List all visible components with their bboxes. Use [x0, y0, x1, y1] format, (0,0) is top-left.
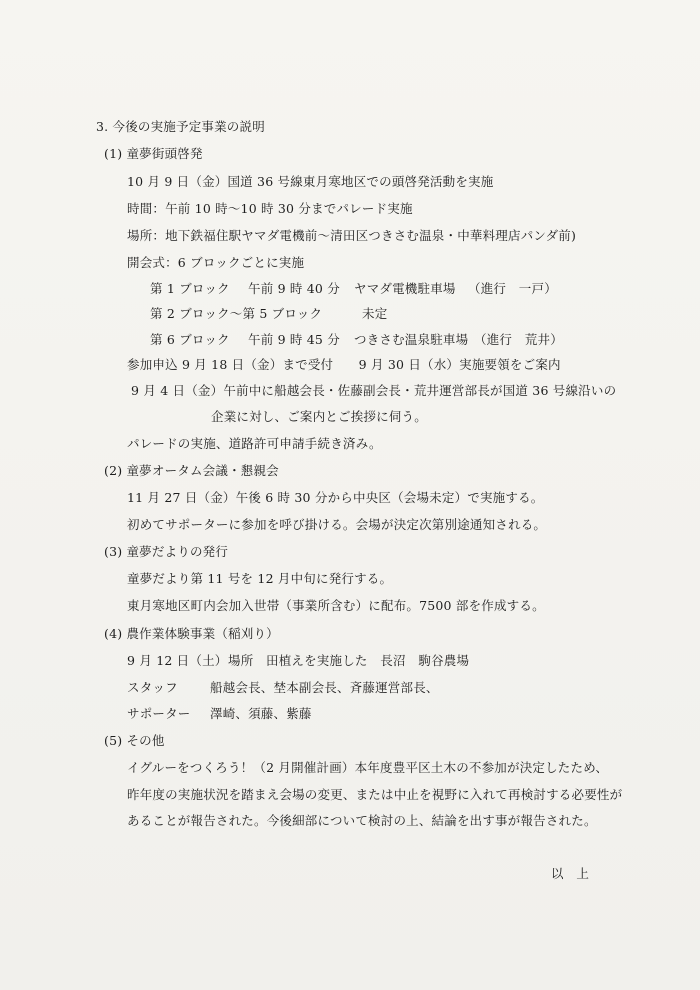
item-2-line-1: 11 月 27 日（金）午後 6 時 30 分から中央区（会場未定）で実施する。 — [127, 490, 544, 505]
item-1-time-line: 時間：午前 10 時〜10 時 30 分までパレード実施 — [127, 201, 413, 216]
supporter-value: 澤崎、須藤、紫藤 — [210, 706, 312, 721]
block-place: 未定 — [362, 306, 388, 321]
block-place: つきさむ温泉駐車場 — [354, 332, 469, 347]
block-place: ヤマダ電機駐車場 — [354, 281, 456, 296]
item-2-line-2: 初めてサポーターに参加を呼び掛ける。会場が決定次第別途通知される。 — [127, 517, 547, 532]
item-1-visit-line-2: 企業に対し、ご案内とご挨拶に伺う。 — [211, 409, 427, 424]
item-2-heading: (2) 童夢オータム会議・懇親会 — [104, 463, 279, 478]
item-1-parade-line: パレードの実施、道路許可申請手続き済み。 — [127, 436, 382, 451]
block-name: 第 1 ブロック — [150, 281, 230, 296]
item-5-line-3: あることが報告された。今後細部について検討の上、結論を出す事が報告された。 — [127, 813, 597, 828]
item-5-heading: (5) その他 — [104, 733, 165, 748]
supporter-label: サポーター — [127, 706, 191, 721]
item-1-opening-line: 開会式：6 ブロックごとに実施 — [127, 255, 305, 270]
block-name: 第 6 ブロック — [150, 332, 230, 347]
item-1-date-line: 10 月 9 日（金）国道 36 号線東月寒地区での頭啓発活動を実施 — [127, 174, 494, 189]
item-1-visit-line-1: 9 月 4 日（金）午前中に船越会長・佐藤副会長・荒井運営部長が国道 36 号線沿いの — [131, 383, 617, 398]
item-5-line-1: イグルーをつくろう！（2 月開催計画）本年度豊平区土木の不参加が決定したため、 — [127, 760, 609, 775]
item-5-line-2: 昨年度の実施状況を踏まえ会場の変更、または中止を視野に入れて再検討する必要性が — [127, 787, 623, 802]
block-note: （進行 荒井） — [474, 332, 563, 347]
item-1-apply-line: 参加申込 9 月 18 日（金）まで受付 9 月 30 日（水）実施要領をご案内 — [127, 357, 561, 372]
item-3-heading: (3) 童夢だよりの発行 — [104, 544, 229, 559]
block-note: （進行 一戸） — [468, 281, 557, 296]
item-4-date: 9 月 12 日（土） — [127, 653, 228, 668]
closing-mark: 以 上 — [551, 866, 590, 881]
item-4-place: 田植えを実施した 長沼 駒谷農場 — [266, 653, 470, 668]
item-1-place-line: 場所：地下鉄福住駅ヤマダ電機前〜清田区つきさむ温泉・中華料理店パンダ前) — [127, 228, 577, 243]
item-1-heading: (1) 童夢街頭啓発 — [104, 146, 203, 161]
staff-label: スタッフ — [127, 680, 178, 695]
item-4-place-label: 場所 — [228, 653, 254, 668]
item-4-heading: (4) 農作業体験事業（稲刈り） — [104, 626, 279, 641]
block-time: 午前 9 時 45 分 — [248, 332, 340, 347]
block-name: 第 2 ブロック〜第 5 ブロック — [150, 306, 323, 321]
section-3-title: 3. 今後の実施予定事業の説明 — [96, 119, 265, 134]
item-3-line-2: 東月寒地区町内会加入世帯（事業所含む）に配布。7500 部を作成する。 — [127, 598, 545, 613]
item-3-line-1: 童夢だより第 11 号を 12 月中旬に発行する。 — [127, 571, 393, 586]
block-time: 午前 9 時 40 分 — [248, 281, 340, 296]
staff-value: 船越会長、埜本副会長、斉藤運営部長、 — [210, 680, 439, 695]
